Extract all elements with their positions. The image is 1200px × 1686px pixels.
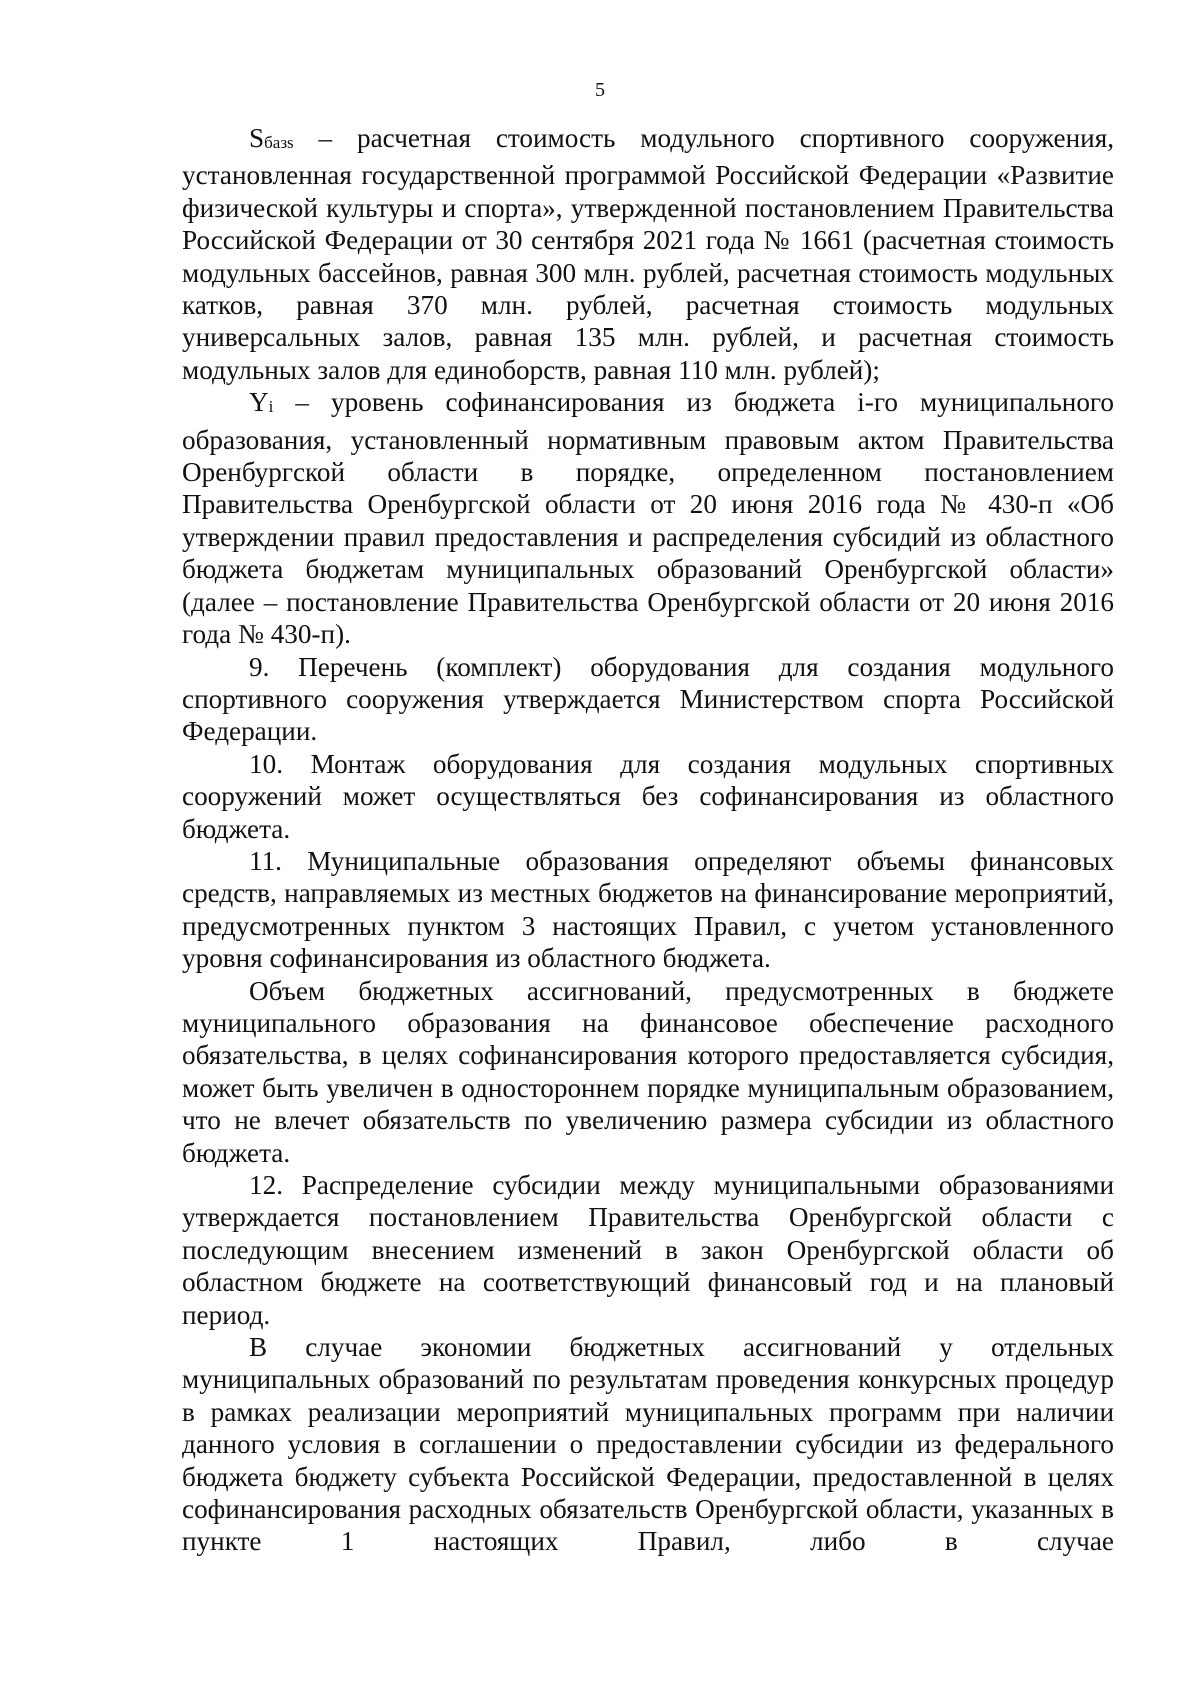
- symbol-subscript: i: [268, 397, 274, 417]
- paragraph-10: 10. Монтаж оборудования для создания модульных спортивных сооружений может осуществляться без софинансирования из областного бюджета.: [182, 748, 1114, 844]
- variable-symbol-y: [249, 387, 273, 417]
- symbol-letter: S: [249, 123, 265, 153]
- symbol-subscript: базs: [264, 133, 294, 152]
- paragraph-11-budget-volume: Объем бюджетных ассигнований, предусмотренных в бюджете муниципального образования на финансовое обеспечение расходного обязательства, в целях софинансирования которого предоставляется субсидия, может быть увеличен в одностороннем порядке муниципальным образованием, что не влечет обязательств по увеличению размера субсидии из областного бюджета.: [182, 975, 1114, 1168]
- paragraph-12-savings: В случае экономии бюджетных ассигнований у отдельных муниципальных образований по результатам проведения конкурсных процедур в рамках реализации мероприятий муниципальных программ при наличии данного условия в соглашении о предоставлении субсидии из федерального бюджета бюджету субъекта Российской Федерации, предоставленной в целях софинансирования расходных обязательств Оренбургской области, указанных в пункте 1 настоящих Правил, либо в случае: [182, 1332, 1114, 1557]
- paragraph-9: 9. Перечень (комплект) оборудования для создания модульного спортивного сооружения утверждается Министерством спорта Российской Федерации.: [182, 651, 1114, 747]
- page-number: 5: [595, 79, 605, 101]
- definition-s-baz: [182, 122, 1114, 386]
- definition-text: – расчетная стоимость модульного спортивного сооружения, установленная государственной программой Российской Федерации «Развитие физической культуры и спорта», утвержденной постановлением Правительства Российской Федерации от 30 сентября 2021 года № 1661 (расчетная стоимость модульных бассейнов, равная 300 млн. рублей, расчетная стоимость модульных катков, равная 370 млн. рублей, расчетная стоимость модульных универсальных залов, равная 135 млн. рублей, и расчетная стоимость модульных залов для единоборств, равная 110 млн. рублей);: [182, 123, 1114, 385]
- symbol-letter: Y: [249, 387, 269, 418]
- paragraph-12: 12. Распределение субсидии между муниципальными образованиями утверждается постановлением Правительства Оренбургской области с последующим внесением изменений в закон Оренбургской области об областном бюджете на соответствующий финансовый год и на плановый период.: [182, 1170, 1114, 1330]
- document-body: [182, 122, 1114, 1558]
- definition-y-i: [182, 386, 1114, 650]
- variable-symbol-s: [249, 123, 294, 153]
- paragraph-11: 11. Муниципальные образования определяют объемы финансовых средств, направляемых из местных бюджетов на финансирование мероприятий, предусмотренных пунктом 3 настоящих Правил, с учетом установленного уровня софинансирования из областного бюджета.: [182, 845, 1114, 974]
- definition-text: – уровень софинансирования из бюджета i-го муниципального образования, установленный нормативным правовым актом Правительства Оренбургской области в порядке, определенном постановлением Правительства Оренбургской области от 20 июня 2016 года № 430-п «Об утверждении правил предоставления и распределения субсидий из областного бюджета бюджетам муниципальных образований Оренбургской области» (далее – постановление Правительства Оренбургской области от 20 июня 2016 года № 430-п).: [182, 387, 1114, 650]
